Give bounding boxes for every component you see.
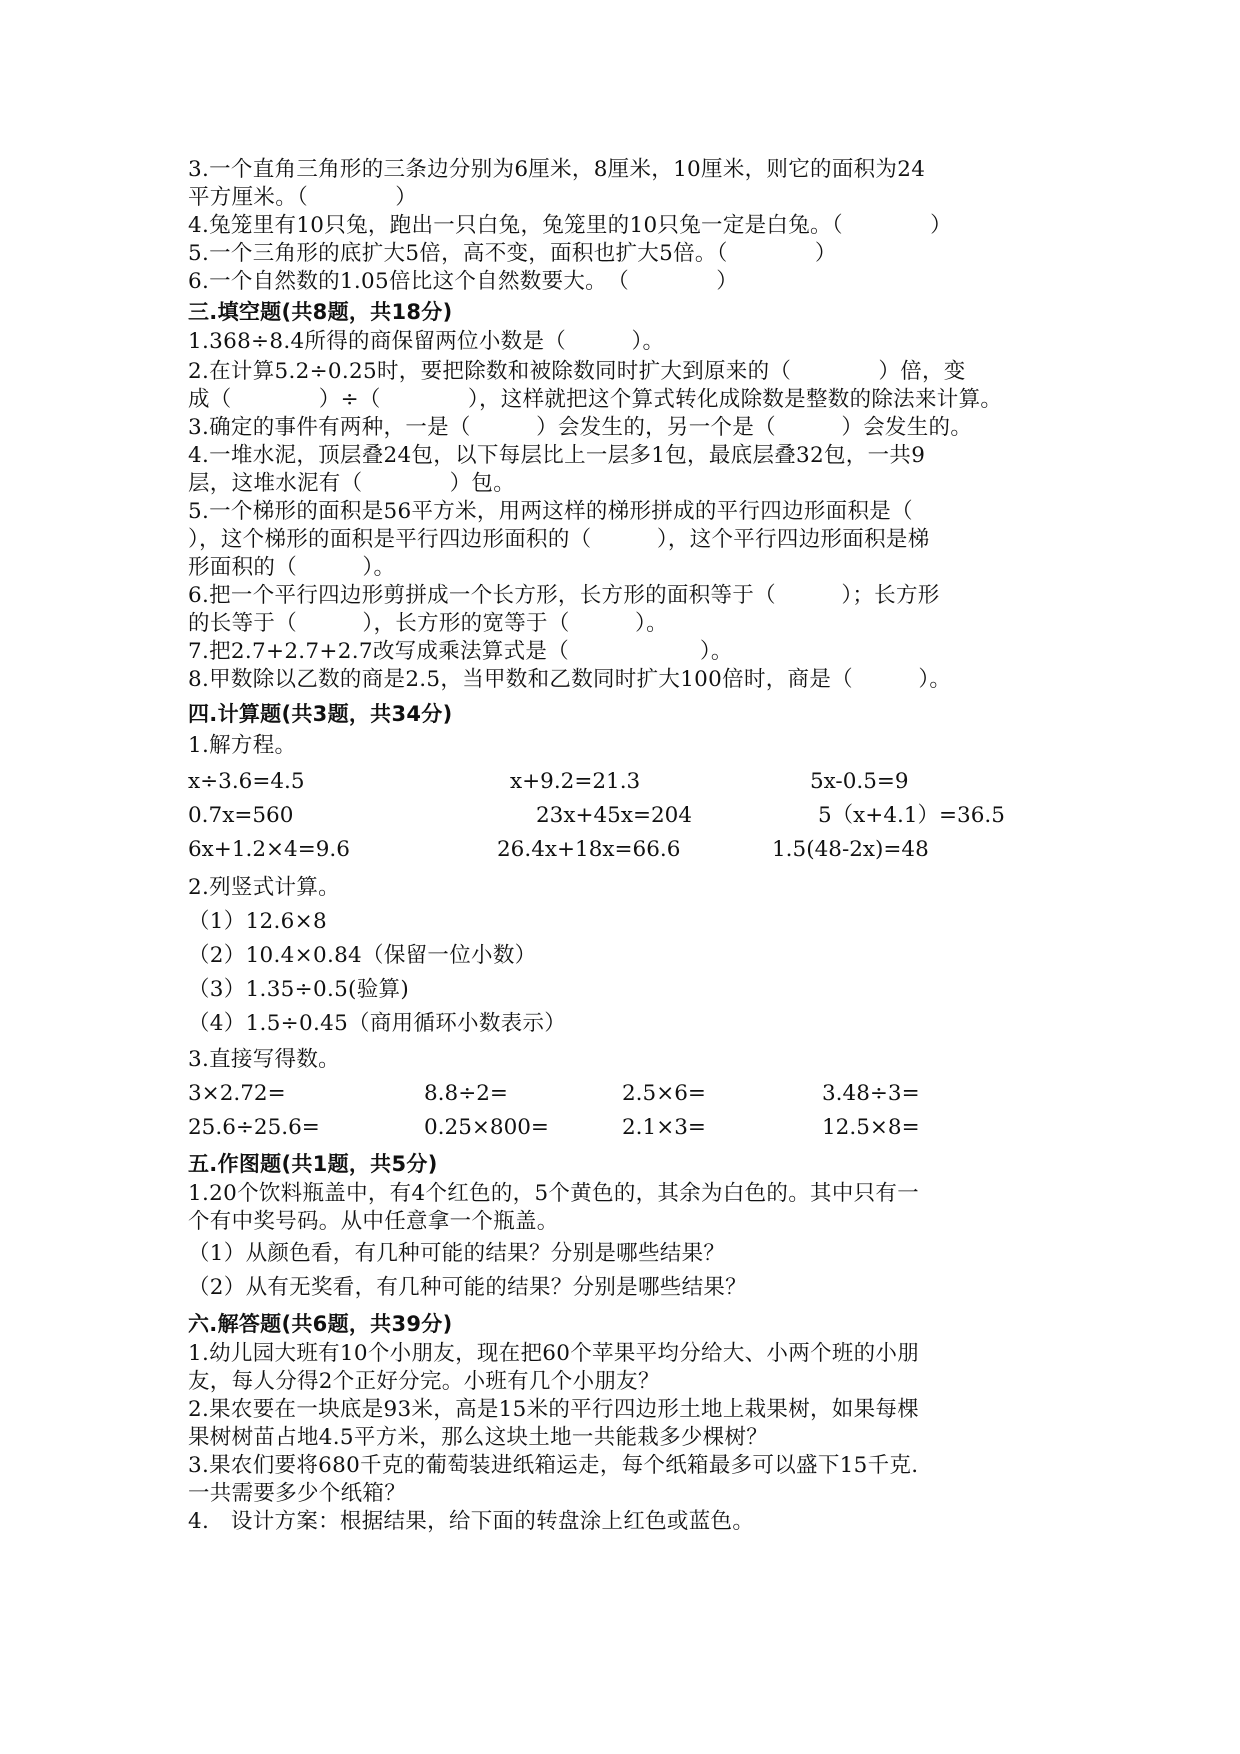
fill-item-1: 1.368÷8.4所得的商保留两位小数是（ ）。 (188, 329, 665, 354)
direct-calc-item: 12.5×8= (822, 1115, 920, 1140)
draw-item-1-line1: 1.20个饮料瓶盖中，有4个红色的，5个黄色的，其余为白色的。其中只有一 (188, 1181, 920, 1206)
section-3-heading: 三.填空题(共8题，共18分) (188, 300, 453, 324)
equation: 6x+1.2×4=9.6 (188, 837, 350, 862)
draw-subitem-1: （1）从颜色看，有几种可能的结果？分别是哪些结果？ (188, 1241, 726, 1266)
equation: 26.4x+18x=66.6 (497, 837, 681, 862)
direct-calc-item: 2.5×6= (622, 1081, 706, 1106)
fill-item-4-line2: 层，这堆水泥有（ ）包。 (188, 471, 516, 496)
vertical-calc-item: （1）12.6×8 (188, 909, 327, 934)
fill-item-8: 8.甲数除以乙数的商是2.5，当甲数和乙数同时扩大100倍时，商是（ ）。 (188, 667, 952, 692)
fill-item-5-line3: 形面积的（ ）。 (188, 555, 396, 580)
equation: 5（x+4.1）=36.5 (818, 803, 1005, 828)
direct-calc-item: 25.6÷25.6= (188, 1115, 320, 1140)
vertical-calc-item: （2）10.4×0.84（保留一位小数） (188, 943, 537, 968)
answer-item-1-line1: 1.幼儿园大班有10个小朋友，现在把60个苹果平均分给大、小两个班的小朋 (188, 1341, 920, 1366)
direct-calc-item: 0.25×800= (424, 1115, 549, 1140)
answer-item-3-line1: 3.果农们要将680千克的葡萄装进纸箱运走，每个纸箱最多可以盛下15千克. (188, 1453, 919, 1478)
vertical-calc-item: （3）1.35÷0.5(验算) (188, 977, 410, 1002)
fill-item-7: 7.把2.7+2.7+2.7改写成乘法算式是（ ）。 (188, 639, 733, 664)
calc-q1-title: 1.解方程。 (188, 733, 297, 758)
answer-item-3-line2: 一共需要多少个纸箱？ (188, 1481, 407, 1506)
fill-item-2-line2: 成（ ）÷（ ），这样就把这个算式转化成除数是整数的除法来计算。 (188, 387, 1003, 412)
draw-item-1-line2: 个有中奖号码。从中任意拿一个瓶盖。 (188, 1209, 559, 1234)
equation: 23x+45x=204 (536, 803, 693, 828)
answer-item-1-line2: 友，每人分得2个正好分完。小班有几个小朋友？ (188, 1369, 660, 1394)
judge-item-3-line1: 3.一个直角三角形的三条边分别为6厘米，8厘米，10厘米，则它的面积为24 (188, 157, 926, 182)
direct-calc-item: 3×2.72= (188, 1081, 286, 1106)
fill-item-6-line2: 的长等于（ ），长方形的宽等于（ ）。 (188, 611, 668, 636)
judge-item-6: 6.一个自然数的1.05倍比这个自然数要大。 （ ） (188, 269, 739, 294)
equation: 1.5(48-2x)=48 (772, 837, 929, 862)
fill-item-6-line1: 6.把一个平行四边形剪拼成一个长方形，长方形的面积等于（ ）；长方形 (188, 583, 940, 608)
section-4-heading: 四.计算题(共3题，共34分) (188, 702, 453, 726)
equation: x÷3.6=4.5 (188, 769, 305, 794)
equation: x+9.2=21.3 (510, 769, 641, 794)
fill-item-5-line2: ），这个梯形的面积是平行四边形面积的（ ），这个平行四边形面积是梯 (188, 527, 930, 552)
fill-item-3: 3.确定的事件有两种，一是（ ）会发生的，另一个是（ ）会发生的。 (188, 415, 973, 440)
direct-calc-item: 3.48÷3= (822, 1081, 920, 1106)
equation: 0.7x=560 (188, 803, 294, 828)
section-5-heading: 五.作图题(共1题，共5分) (188, 1152, 438, 1176)
judge-item-4: 4.兔笼里有10只兔，跑出一只白兔，兔笼里的10只兔一定是白兔。（ ） (188, 213, 952, 238)
vertical-calc-item: （4）1.5÷0.45（商用循环小数表示） (188, 1011, 567, 1036)
judge-item-5: 5.一个三角形的底扩大5倍，高不变，面积也扩大5倍。（ ） (188, 241, 837, 266)
calc-q2-title: 2.列竖式计算。 (188, 875, 340, 900)
section-6-heading: 六.解答题(共6题，共39分) (188, 1312, 453, 1336)
calc-q3-title: 3.直接写得数。 (188, 1047, 340, 1072)
fill-item-4-line1: 4.一堆水泥，顶层叠24包，以下每层比上一层多1包，最底层叠32包，一共9 (188, 443, 926, 468)
answer-item-2-line1: 2.果农要在一块底是93米，高是15米的平行四边形土地上栽果树，如果每棵 (188, 1397, 920, 1422)
fill-item-5-line1: 5.一个梯形的面积是56平方米，用两这样的梯形拼成的平行四边形面积是（ (188, 499, 913, 524)
answer-item-2-line2: 果树树苗占地4.5平方米，那么这块土地一共能栽多少棵树？ (188, 1425, 769, 1450)
judge-item-3-line2: 平方厘米。（ ） (188, 185, 418, 210)
answer-item-4: 4. 设计方案：根据结果，给下面的转盘涂上红色或蓝色。 (188, 1509, 755, 1534)
equation: 5x-0.5=9 (810, 769, 909, 794)
draw-subitem-2: （2）从有无奖看，有几种可能的结果？分别是哪些结果？ (188, 1275, 747, 1300)
fill-item-2-line1: 2.在计算5.2÷0.25时，要把除数和被除数同时扩大到原来的（ ）倍，变 (188, 359, 966, 384)
direct-calc-item: 2.1×3= (622, 1115, 706, 1140)
direct-calc-item: 8.8÷2= (424, 1081, 508, 1106)
